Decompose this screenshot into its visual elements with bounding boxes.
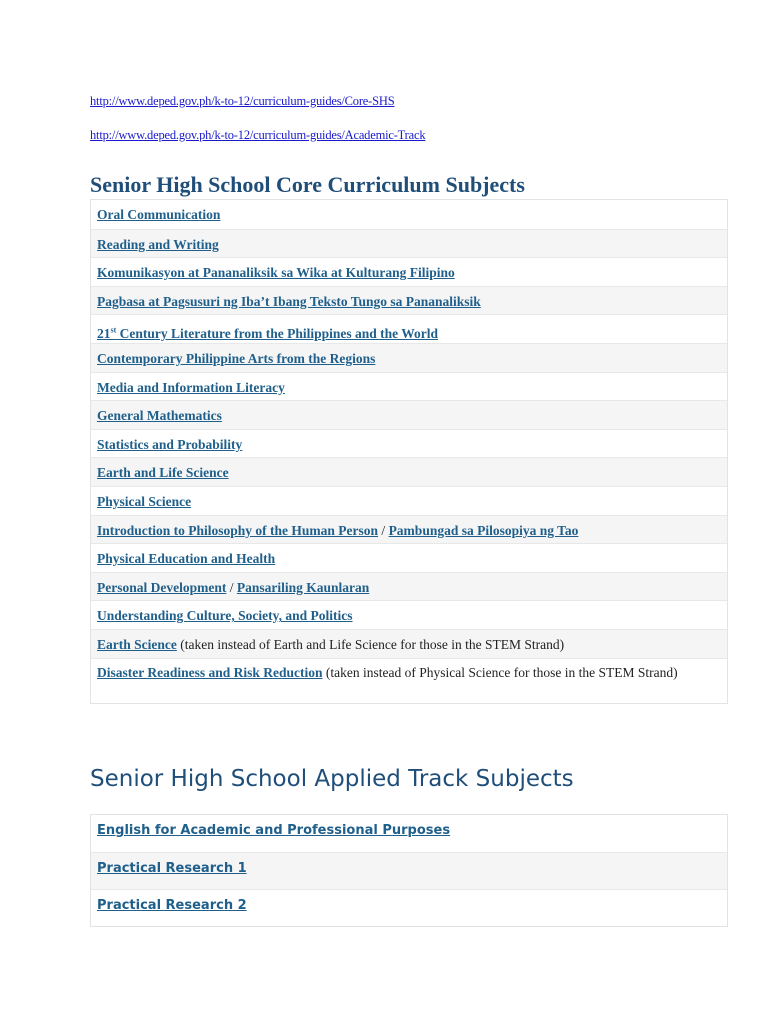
table-row: [91, 372, 727, 401]
table-row: [91, 400, 727, 429]
table-row: [91, 543, 727, 572]
table-row: [91, 429, 727, 458]
table-row: [91, 815, 727, 852]
table-row: [91, 314, 727, 343]
table-row: [91, 600, 727, 629]
table-row: [91, 457, 727, 486]
subject-link-filipino[interactable]: Pansariling Kaunlaran: [236, 579, 370, 595]
subject-link[interactable]: Oral Communication: [97, 207, 221, 222]
table-row: [91, 229, 727, 258]
separator-text: /: [378, 522, 389, 538]
subject-link-prefix: 21: [97, 325, 111, 341]
subject-link[interactable]: Komunikasyon at Pananaliksik sa Wika at Kulturang Filipino: [97, 265, 455, 281]
core-subjects-heading: Senior High School Core Curriculum Subjects: [90, 172, 525, 197]
table-row: [91, 515, 727, 544]
table-row: [91, 343, 727, 372]
subject-note: (taken instead of Earth and Life Science for those in the STEM Strand): [176, 636, 565, 652]
subject-link[interactable]: Media and Information Literacy: [97, 379, 285, 395]
subject-link[interactable]: Physical Education and Health: [97, 551, 276, 567]
table-row: [91, 286, 727, 315]
subject-link[interactable]: Contemporary Philippine Arts from the Regions: [97, 350, 376, 366]
core-subjects-table: [90, 199, 728, 704]
subject-link[interactable]: English for Academic and Professional Purposes: [97, 823, 451, 838]
ordinal-superscript: st: [110, 325, 117, 335]
core-shs-url-link[interactable]: http://www.deped.gov.ph/k-to-12/curriculum-guides/Core-SHS: [90, 94, 395, 108]
subject-link[interactable]: General Mathematics: [97, 408, 222, 424]
subject-link-text: Century Literature from the Philippines and the World: [116, 325, 439, 341]
table-row: [91, 852, 727, 889]
subject-link[interactable]: Statistics and Probability: [97, 436, 243, 452]
table-row: [91, 658, 727, 703]
subject-link[interactable]: Personal Development: [97, 579, 227, 595]
subject-link[interactable]: Earth Science: [97, 636, 177, 652]
table-row: [91, 572, 727, 601]
table-row: [91, 629, 727, 658]
subject-note: (taken instead of Physical Science for those in the STEM Strand): [322, 664, 678, 680]
subject-link[interactable]: [97, 326, 438, 341]
table-row: [91, 257, 727, 286]
subject-link[interactable]: Practical Research 2: [97, 898, 247, 913]
subject-link[interactable]: Introduction to Philosophy of the Human Person: [97, 522, 379, 538]
subject-link-filipino[interactable]: Pambungad sa Pilosopiya ng Tao: [388, 522, 579, 538]
subject-link[interactable]: Earth and Life Science: [97, 465, 229, 481]
table-row: [91, 889, 727, 926]
subject-link[interactable]: Reading and Writing: [97, 236, 219, 252]
academic-track-url-link[interactable]: http://www.deped.gov.ph/k-to-12/curriculum-guides/Academic-Track: [90, 128, 426, 142]
subject-link[interactable]: Practical Research 1: [97, 861, 247, 876]
applied-subjects-heading: Senior High School Applied Track Subjects: [90, 766, 574, 792]
applied-subjects-table: [90, 814, 728, 927]
subject-link[interactable]: Physical Science: [97, 493, 192, 509]
reference-links: [90, 92, 425, 144]
table-row: [91, 486, 727, 515]
subject-link[interactable]: Pagbasa at Pagsusuri ng Iba’t Ibang Teksto Tungo sa Pananaliksik: [97, 293, 481, 309]
table-row: [91, 200, 727, 229]
subject-link[interactable]: Disaster Readiness and Risk Reduction: [97, 664, 323, 680]
subject-link[interactable]: Understanding Culture, Society, and Politics: [97, 608, 353, 624]
separator-text: /: [226, 579, 237, 595]
